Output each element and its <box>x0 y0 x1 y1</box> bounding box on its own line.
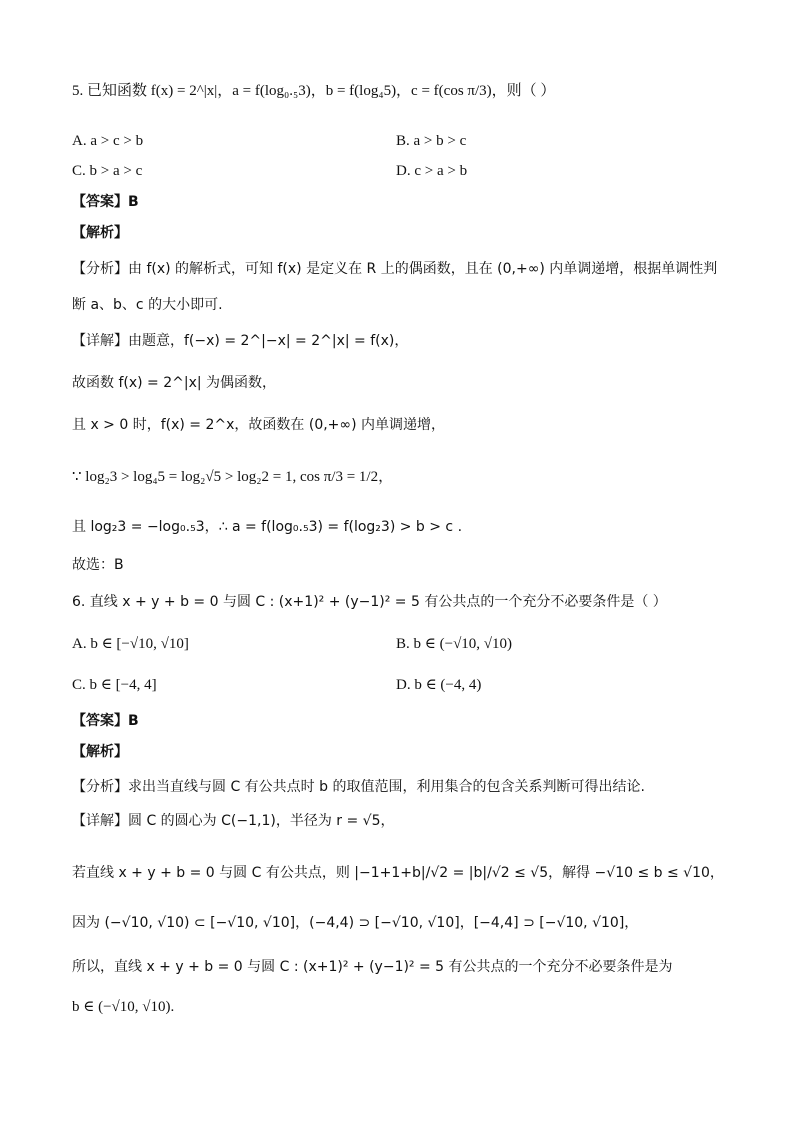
q5-xiangjie-line3: 且 x > 0 时，f(x) = 2^x，故函数在 (0,+∞) 内单调递增， <box>72 417 445 433</box>
q6-analysis-label: 【解析】 <box>72 744 128 760</box>
q6-stem: 6. 直线 x + y + b = 0 与圆 C : (x+1)² + (y−1)² = 5 有公共点的一个充分不必要条件是（ ） <box>72 594 667 610</box>
q5-xiangjie-line4: ∵ log₂3 > log₄5 = log₂√5 > log₂2 = 1, cos π/3 = 1/2， <box>72 469 394 485</box>
q5-choose: 故选：B <box>72 557 124 573</box>
q5-option-d: D. c > a > b <box>396 163 468 179</box>
q6-option-b: B. b ∈ (−√10, √10) <box>396 636 513 652</box>
q5-option-a: A. a > c > b <box>72 133 144 149</box>
q5-xiangjie-line1: 【详解】由题意，f(−x) = 2^|−x| = 2^|x| = f(x)， <box>72 333 409 349</box>
q6-xiangjie-line2: 若直线 x + y + b = 0 与圆 C 有公共点，则 |−1+1+b|/√2 = |b|/√2 ≤ √5，解得 −√10 ≤ b ≤ √10， <box>72 865 724 881</box>
q6-option-a: A. b ∈ [−√10, √10] <box>72 636 189 652</box>
q5-fenxi-line2: 断 a、b、c 的大小即可. <box>72 297 223 313</box>
q5-xiangjie-line5: 且 log₂3 = −log₀.₅3，∴ a = f(log₀.₅3) = f(log₂3) > b > c . <box>72 519 463 535</box>
q5-xiangjie-line2: 故函数 f(x) = 2^|x| 为偶函数， <box>72 375 277 391</box>
q6-xiangjie-line5: b ∈ (−√10, √10). <box>72 999 175 1015</box>
q5-option-b: B. a > b > c <box>396 133 467 149</box>
q5-analysis-label: 【解析】 <box>72 225 128 241</box>
q6-answer: 【答案】B <box>72 713 139 729</box>
q5-option-c: C. b > a > c <box>72 163 143 179</box>
q5-stem: 5. 已知函数 f(x) = 2^|x|，a = f(log₀.₅3)，b = f(log₄5)，c = f(cos π/3)，则（ ） <box>72 83 556 99</box>
q6-fenxi: 【分析】求出当直线与圆 C 有公共点时 b 的取值范围，利用集合的包含关系判断可得出结论. <box>72 779 645 795</box>
q6-xiangjie-line4: 所以，直线 x + y + b = 0 与圆 C : (x+1)² + (y−1)² = 5 有公共点的一个充分不必要条件是为 <box>72 959 673 975</box>
q5-fenxi-line1: 【分析】由 f(x) 的解析式，可知 f(x) 是定义在 R 上的偶函数，且在 (0,+∞) 内单调递增，根据单调性判 <box>72 261 718 277</box>
q6-xiangjie-line3: 因为 (−√10, √10) ⊂ [−√10, √10]，(−4,4) ⊃ [−√10, √10]，[−4,4] ⊃ [−√10, √10]， <box>72 915 639 931</box>
q6-option-c: C. b ∈ [−4, 4] <box>72 677 157 693</box>
q6-option-d: D. b ∈ (−4, 4) <box>396 677 482 693</box>
q5-answer: 【答案】B <box>72 194 139 210</box>
q6-xiangjie-line1: 【详解】圆 C 的圆心为 C(−1,1)，半径为 r = √5， <box>72 813 395 829</box>
